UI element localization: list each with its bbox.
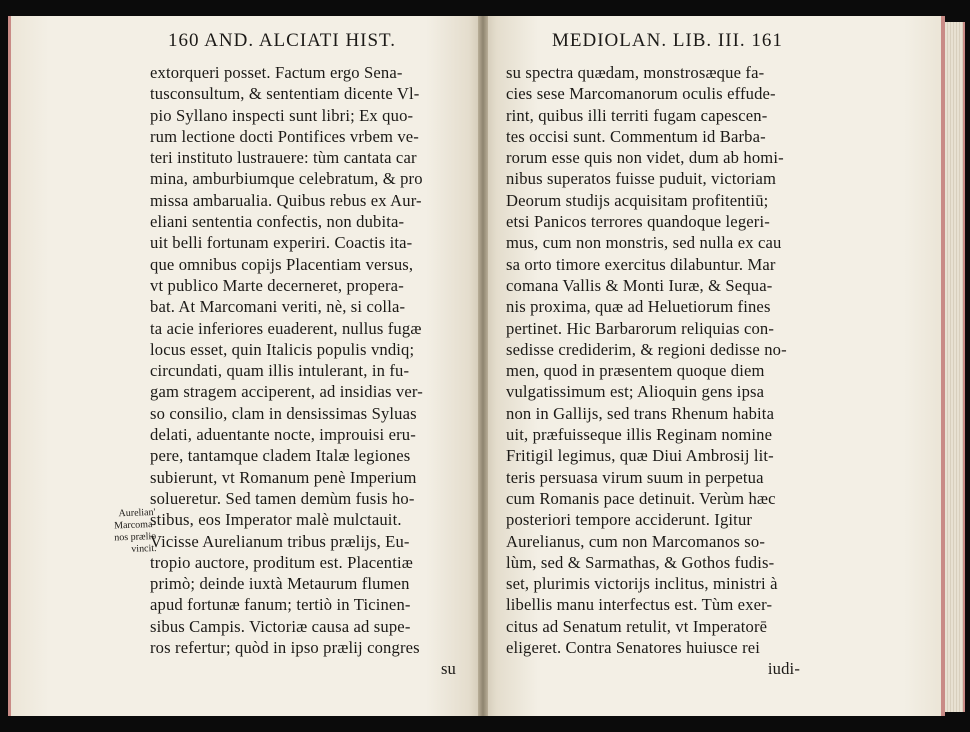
text-line: apud fortunæ fanum; tertiò in Ticinen- — [150, 595, 411, 615]
text-line: Deorum studijs acquisitam profitentiū; — [506, 190, 769, 210]
text-line: vt publico Marte decerneret, propera- — [150, 275, 404, 295]
text-line: eliani sententia confectis, non dubita- — [150, 212, 405, 232]
text-line: eligeret. Contra Senatores huiusce rei — [506, 638, 761, 658]
margin-note-line: Marcoma- — [113, 518, 156, 532]
text-line: su spectra quædam, monstrosæque fa- — [506, 63, 765, 82]
text-line: rum lectione docti Pontifices vrbem ve- — [150, 126, 419, 146]
text-line: sedisse crediderim, & regioni dedisse no- — [506, 339, 787, 359]
text-line: tusconsultum, & sententiam dicente Vl- — [150, 84, 420, 104]
text-line: nis proxima, quæ ad Heluetiorum fines — [506, 297, 771, 317]
left-text-block — [150, 62, 462, 680]
text-line: posteriori tempore acciderunt. Igitur — [506, 510, 753, 530]
right-running-head: MEDIOLAN. LIB. III. 161 — [552, 30, 783, 51]
text-line: lùm, sed & Sarmathas, & Gothos fudis- — [506, 552, 775, 572]
left-catchword: su — [440, 659, 456, 679]
text-line: missa ambarualia. Quibus rebus ex Aur- — [150, 190, 422, 210]
text-line: nibus superatos fuisse puduit, victoriam — [506, 169, 777, 189]
text-line: primò; deinde iuxtà Metaurum flumen — [150, 574, 410, 594]
right-text-block — [506, 62, 806, 680]
text-line: locus esset, quin Italicis populis vndiq; — [150, 339, 415, 359]
text-line: ros refertur; quòd in ipso prælij congres — [150, 638, 420, 658]
text-line: solueretur. Sed tamen demùm fusis ho- — [150, 488, 415, 508]
text-line: stibus, eos Imperator malè mulctauit. — [150, 510, 402, 530]
margin-note-line: nos prælio — [114, 530, 157, 544]
text-line: rint, quibus illi territi fugam capescen- — [506, 105, 768, 125]
text-line: gam stragem acciperent, ad insidias ver- — [150, 382, 423, 402]
text-line: sa orto timore exercitus dilabuntur. Mar — [506, 254, 776, 274]
text-line: mus, cum non monstris, sed nulla ex cau — [506, 233, 782, 253]
text-line: Aurelianus, cum non Marcomanos so- — [506, 531, 766, 551]
text-line: Fritigil legimus, quæ Diui Ambrosij lit- — [506, 446, 774, 466]
text-line: mina, amburbiumque celebratum, & pro — [150, 169, 423, 189]
text-line: non in Gallijs, sed trans Rhenum habita — [506, 403, 775, 423]
text-line: delati, aduentante nocte, improuisi eru- — [150, 425, 416, 445]
text-line: men, quod in præsentem quoque diem — [506, 361, 765, 381]
text-line: uit, præfuisseque illis Reginam nomine — [506, 425, 773, 445]
margin-note-line: Aurelian' — [118, 507, 156, 520]
left-running-head: 160 AND. ALCIATI HIST. — [168, 30, 397, 51]
text-line: pio Syllano inspecti sunt libri; Ex quo- — [150, 105, 414, 125]
text-line: pere, tantamque cladem Italæ legiones — [150, 446, 411, 466]
text-line: comana Vallis & Monti Iuræ, & Sequa- — [506, 275, 773, 295]
text-line: cies sese Marcomanorum oculis effude- — [506, 84, 776, 104]
right-catchword: iudi- — [767, 659, 800, 679]
text-line: extorqueri posset. Factum ergo Sena- — [150, 63, 403, 82]
text-line: rorum esse quis non videt, dum ab homi- — [506, 148, 784, 168]
text-line: sibus Campis. Victoriæ causa ad supe- — [150, 616, 411, 636]
book-gutter — [478, 16, 488, 716]
text-line: tes occisi sunt. Commentum id Barba- — [506, 126, 766, 146]
text-line: que omnibus copijs Placentiam versus, — [150, 254, 414, 274]
text-line: libellis manu interfectus est. Tùm exer- — [506, 595, 773, 615]
text-line: cum Romanis pace detinuit. Verùm hæc — [506, 488, 776, 508]
margin-note-line: vincit. — [131, 542, 157, 555]
text-line: pertinet. Hic Barbarorum reliquias con- — [506, 318, 775, 338]
text-line: vulgatissimum est; Alioquin gens ipsa — [506, 382, 765, 402]
text-line: circundati, quam illis intulerant, in fu- — [150, 361, 410, 381]
margin-note — [97, 507, 157, 557]
text-line: subierunt, vt Romanum penè Imperium — [150, 467, 417, 487]
text-line: uit belli fortunam experiri. Coactis ita- — [150, 233, 413, 253]
text-line: teri instituto lustrauere: tùm cantata car — [150, 148, 417, 168]
text-line: citus ad Senatum retulit, vt Imperatorē — [506, 616, 768, 636]
page-edges — [945, 22, 965, 712]
text-line: etsi Panicos terrores quandoque legeri- — [506, 212, 770, 232]
text-line: so consilio, clam in densissimas Syluas — [150, 403, 417, 423]
text-line: teris persuasa virum suum in perpetua — [506, 467, 764, 487]
text-line: tropio auctore, proditum est. Placentiæ — [150, 552, 413, 572]
text-line: bat. At Marcomani veriti, nè, si colla- — [150, 297, 406, 317]
text-line: Vicisse Aurelianum tribus prælijs, Eu- — [150, 531, 410, 551]
text-line: set, plurimis victorijs inclitus, ministri à — [506, 574, 778, 594]
text-line: ta acie inferiores euaderent, nullus fugæ — [150, 318, 422, 338]
